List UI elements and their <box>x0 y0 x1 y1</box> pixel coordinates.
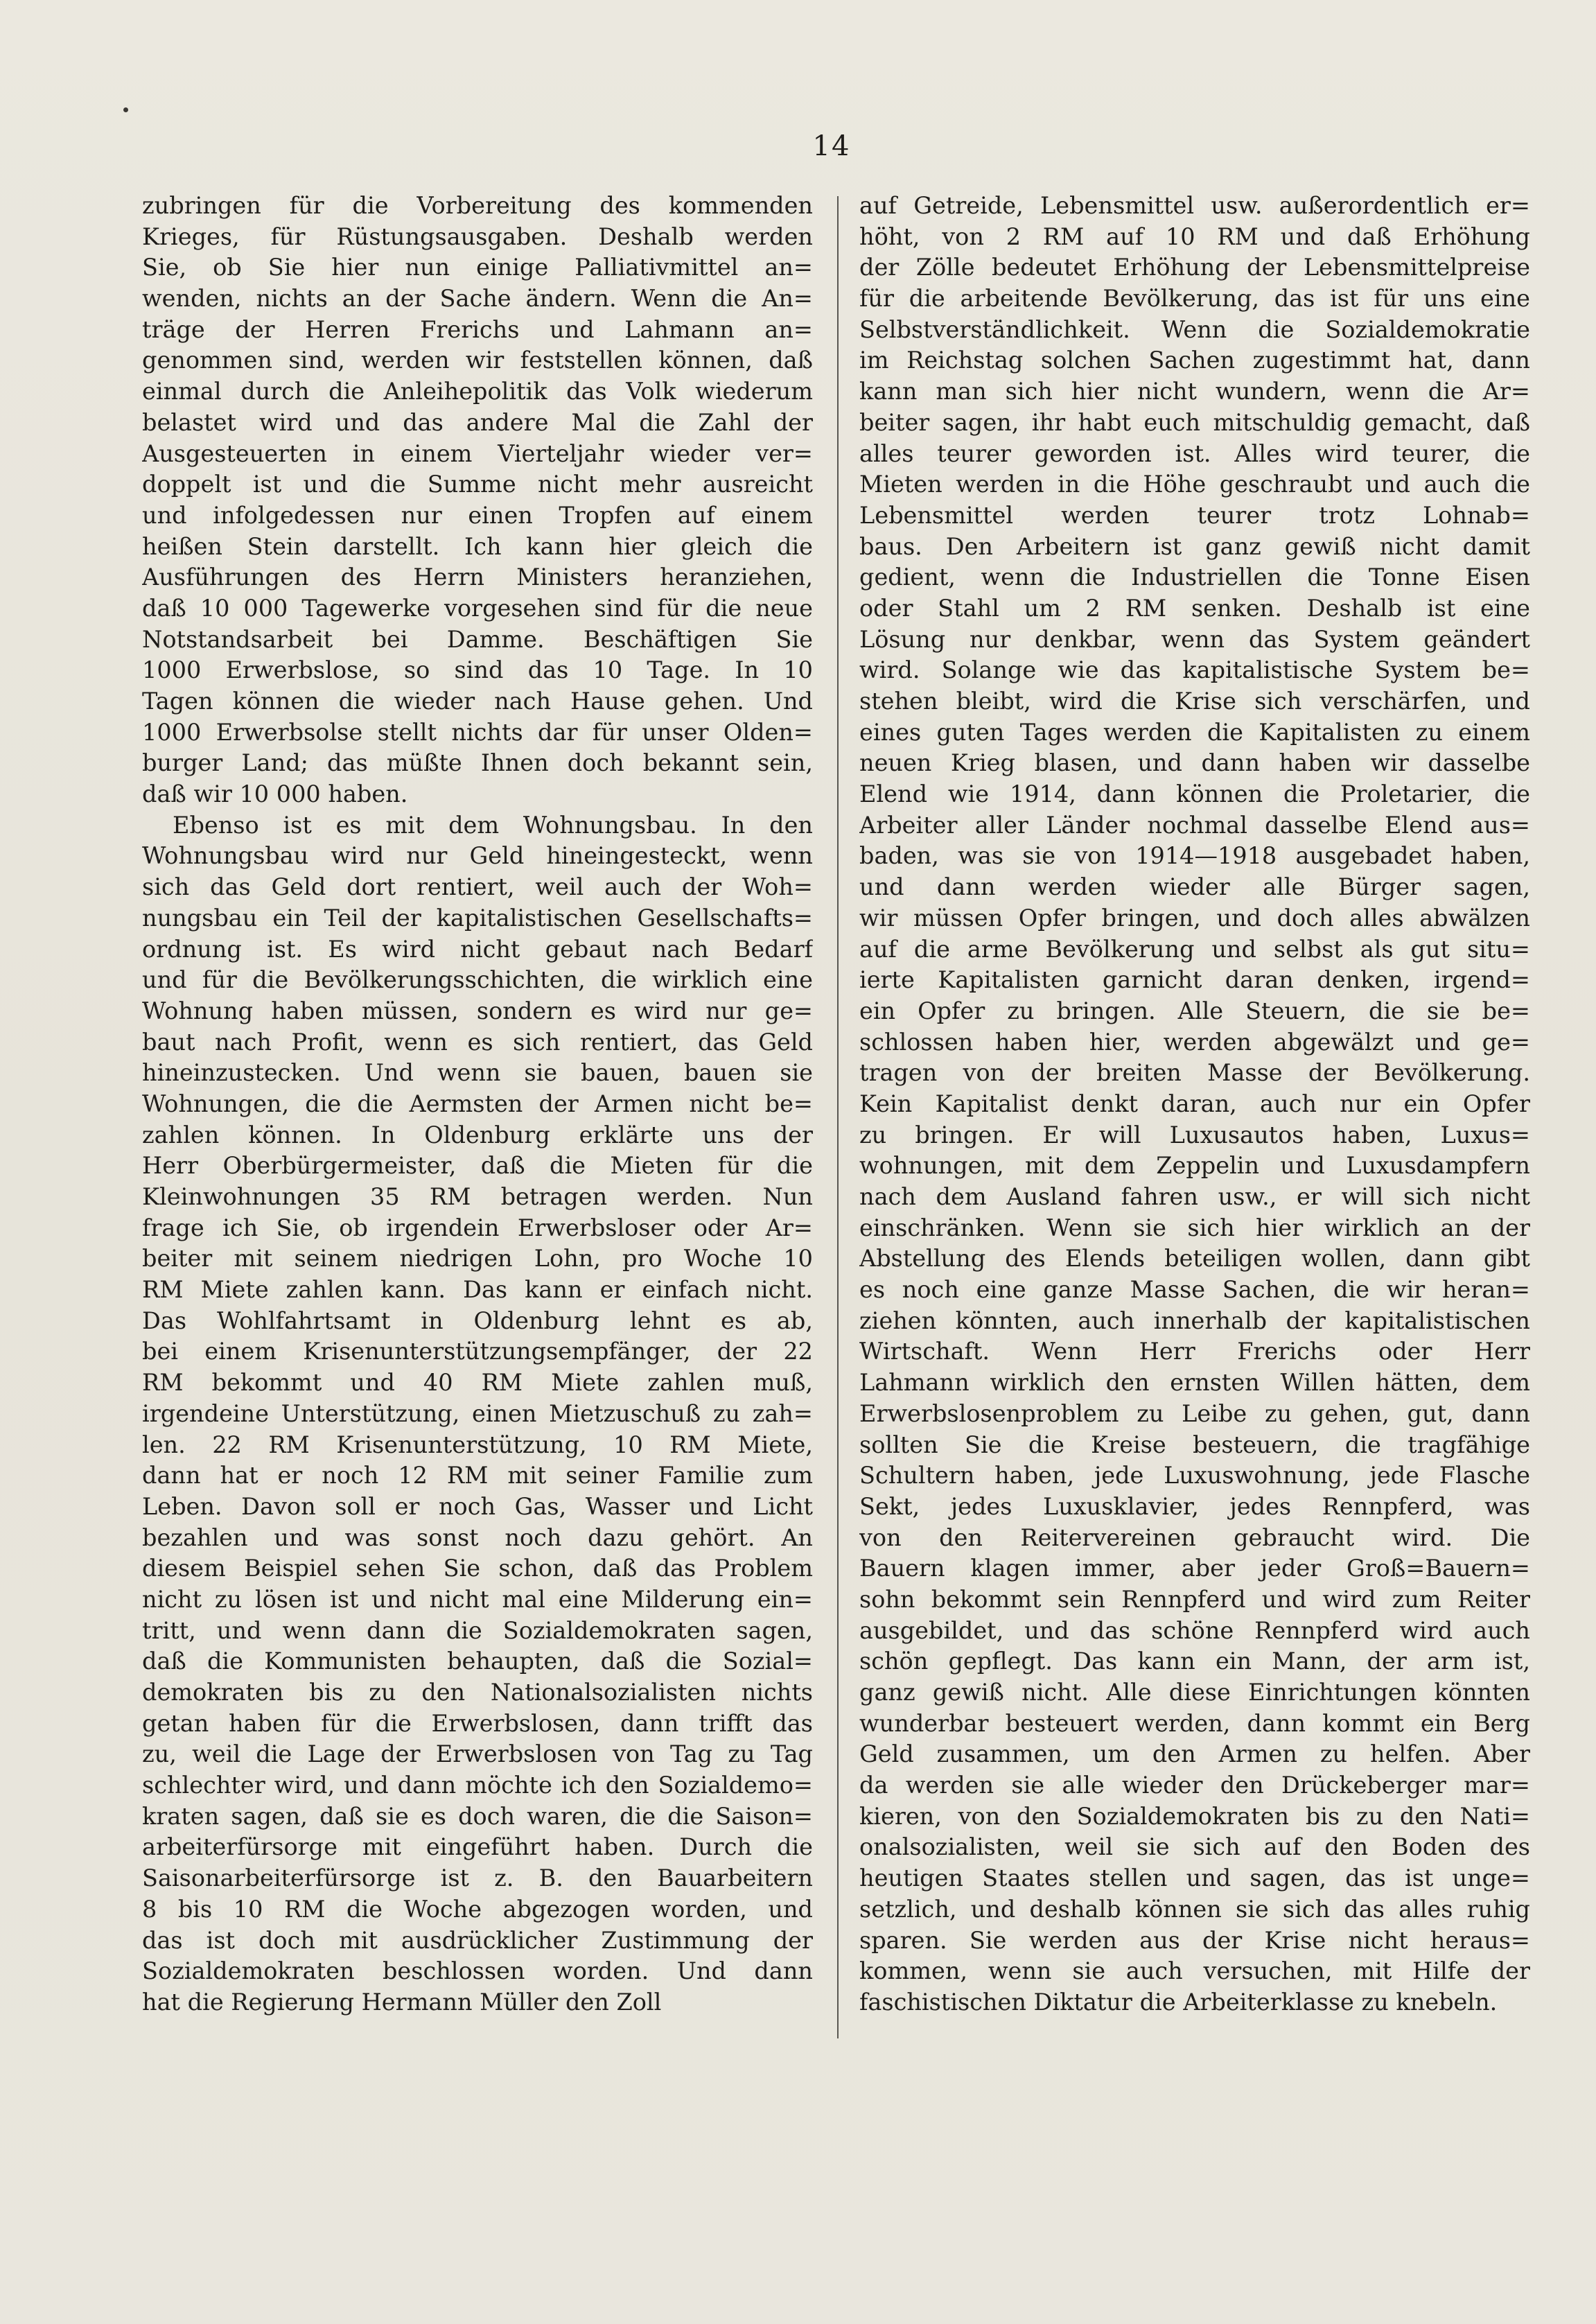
text-line: 1000 Erwerbsolse stellt nichts dar für unser Olden= <box>142 718 813 746</box>
text-line: gedient, wenn die Industriellen die Tonne Eisen <box>859 563 1530 591</box>
text-line: Sie, ob Sie hier nun einige Palliativmittel an= <box>142 254 813 281</box>
text-line: zu bringen. Er will Luxusautos haben, Luxus= <box>859 1121 1530 1148</box>
text-line: RM Miete zahlen kann. Das kann er einfach nicht. <box>142 1276 813 1304</box>
text-line: sollten Sie die Kreise besteuern, die tragfähige <box>859 1431 1530 1458</box>
text-line: 1000 Erwerbslose, so sind das 10 Tage. In 10 <box>142 656 813 684</box>
text-line: und dann werden wieder alle Bürger sagen, <box>859 873 1530 901</box>
text-line: len. 22 RM Krisenunterstützung, 10 RM Miete, <box>142 1431 813 1458</box>
text-line: sparen. Sie werden aus der Krise nicht heraus= <box>859 1926 1530 1954</box>
text-line: zu, weil die Lage der Erwerbslosen von Tag zu Tag <box>142 1740 813 1768</box>
text-line: stehen bleibt, wird die Krise sich verschärfen, und <box>859 688 1530 715</box>
text-line: irgendeine Unterstützung, einen Mietzuschuß zu zah= <box>142 1399 813 1427</box>
text-line: Bauern klagen immer, aber jeder Groß=Bauern= <box>859 1555 1530 1582</box>
text-line: Ausführungen des Herrn Ministers heranziehen, <box>142 563 813 591</box>
text-line: baus. Den Arbeitern ist ganz gewiß nicht damit <box>859 532 1530 560</box>
text-line: faschistischen Diktatur die Arbeiterklasse zu knebeln. <box>859 1988 1498 2016</box>
text-line: tragen von der breiten Masse der Bevölkerung. <box>859 1059 1530 1087</box>
text-line: und für die Bevölkerungsschichten, die wirklich eine <box>142 966 813 994</box>
text-line: Kleinwohnungen 35 RM betragen werden. Nun <box>142 1183 813 1210</box>
text-line: wenden, nichts an der Sache ändern. Wenn die An= <box>142 285 813 313</box>
right-column <box>859 191 1530 2018</box>
text-line: baut nach Profit, wenn es sich rentiert, das Geld <box>142 1028 813 1056</box>
text-line: alles teurer geworden ist. Alles wird teurer, die <box>859 439 1530 467</box>
text-line: Wohnungen, die die Aermsten der Armen nicht be= <box>142 1090 813 1117</box>
text-line: das ist doch mit ausdrücklicher Zustimmung der <box>142 1926 813 1954</box>
text-line: eines guten Tages werden die Kapitalisten zu einem <box>859 718 1530 746</box>
text-line: kommen, wenn sie auch versuchen, mit Hilfe der <box>859 1957 1530 1985</box>
text-line: da werden sie alle wieder den Drückeberger mar= <box>859 1772 1530 1799</box>
text-line: kraten sagen, daß sie es doch waren, die die Saison= <box>142 1802 813 1830</box>
text-line: Elend wie 1914, dann können die Proletarier, die <box>859 780 1530 808</box>
text-line: sohn bekommt sein Rennpferd und wird zum Reiter <box>859 1585 1530 1613</box>
text-line: Schultern haben, jede Luxuswohnung, jede Flasche <box>859 1462 1530 1489</box>
text-line: wird. Solange wie das kapitalistische System be= <box>859 656 1530 684</box>
text-line: onalsozialisten, weil sie sich auf den Boden des <box>859 1833 1530 1861</box>
text-line: Selbstverständlichkeit. Wenn die Sozialdemokratie <box>859 315 1530 343</box>
text-line: belastet wird und das andere Mal die Zahl der <box>142 408 813 436</box>
text-line: Wohnung haben müssen, sondern es wird nur ge= <box>142 997 813 1024</box>
text-line: Arbeiter aller Länder nochmal dasselbe Elend aus= <box>859 811 1530 839</box>
text-line: Abstellung des Elends beteiligen wollen, dann gibt <box>859 1245 1530 1273</box>
text-line: Sekt, jedes Luxusklavier, jedes Rennpferd, was <box>859 1492 1530 1520</box>
text-line: Mieten werden in die Höhe geschraubt und auch die <box>859 471 1530 498</box>
text-line: daß die Kommunisten behaupten, daß die Sozial= <box>142 1648 813 1675</box>
left-column <box>142 191 813 2018</box>
text-line: demokraten bis zu den Nationalsozialisten nichts <box>142 1679 813 1706</box>
text-line: ierte Kapitalisten garnicht daran denken, irgend= <box>859 966 1530 994</box>
text-line: arbeiterfürsorge mit eingeführt haben. Durch die <box>142 1833 813 1861</box>
text-line: sich das Geld dort rentiert, weil auch der Woh= <box>142 873 813 901</box>
text-line: wunderbar besteuert werden, dann kommt ein Berg <box>859 1709 1530 1737</box>
text-line: neuen Krieg blasen, und dann haben wir dasselbe <box>859 749 1530 777</box>
text-line: träge der Herren Frerichs und Lahmann an= <box>142 315 813 343</box>
text-line: kann man sich hier nicht wundern, wenn die Ar= <box>859 378 1530 405</box>
text-line: im Reichstag solchen Sachen zugestimmt hat, dann <box>859 347 1530 374</box>
page-number: 14 <box>812 130 851 162</box>
text-line: getan haben für die Erwerbslosen, dann trifft das <box>142 1709 813 1737</box>
text-line: hat die Regierung Hermann Müller den Zoll <box>142 1988 662 2016</box>
text-line: zubringen für die Vorbereitung des kommenden <box>142 192 813 219</box>
text-line: Lösung nur denkbar, wenn das System geändert <box>859 625 1530 653</box>
column-divider <box>837 196 839 2038</box>
text-line: heutigen Staates stellen und sagen, das ist unge= <box>859 1864 1530 1892</box>
text-line: einschränken. Wenn sie sich hier wirklich an der <box>859 1214 1530 1241</box>
text-line: der Zölle bedeutet Erhöhung der Lebensmittelpreise <box>859 254 1530 281</box>
text-line: für die arbeitende Bevölkerung, das ist für uns eine <box>859 285 1530 313</box>
text-line: Sozialdemokraten beschlossen worden. Und dann <box>142 1957 813 1985</box>
text-line: kieren, von den Sozialdemokraten bis zu den Nati= <box>859 1802 1530 1830</box>
text-line: beiter sagen, ihr habt euch mitschuldig gemacht, daß <box>859 408 1530 436</box>
text-line: einmal durch die Anleihepolitik das Volk wiederum <box>142 378 813 405</box>
text-line: heißen Stein darstellt. Ich kann hier gleich die <box>142 532 813 560</box>
text-line: und infolgedessen nur einen Tropfen auf einem <box>142 501 813 529</box>
text-line: Ausgesteuerten in einem Vierteljahr wieder ver= <box>142 439 813 467</box>
text-line: tritt, und wenn dann die Sozialdemokraten sagen, <box>142 1616 813 1644</box>
text-line: 8 bis 10 RM die Woche abgezogen worden, und <box>142 1895 813 1923</box>
text-line: ausgebildet, und das schöne Rennpferd wird auch <box>859 1616 1530 1644</box>
text-line: beiter mit seinem niedrigen Lohn, pro Woche 10 <box>142 1245 813 1273</box>
text-line: wohnungen, mit dem Zeppelin und Luxusdampfern <box>859 1152 1530 1180</box>
text-line: daß 10 000 Tagewerke vorgesehen sind für die neue <box>142 594 813 622</box>
text-line: schlechter wird, und dann möchte ich den Sozialdemo= <box>142 1772 813 1799</box>
text-line: ganz gewiß nicht. Alle diese Einrichtungen könnten <box>859 1679 1530 1706</box>
text-line: schlossen haben hier, werden abgewälzt und ge= <box>859 1028 1530 1056</box>
text-line: schön gepflegt. Das kann ein Mann, der arm ist, <box>859 1648 1530 1675</box>
text-line: von den Reitervereinen gebraucht wird. Die <box>859 1523 1530 1551</box>
text-line: wir müssen Opfer bringen, und doch alles abwälzen <box>859 904 1530 932</box>
text-line: nungsbau ein Teil der kapitalistischen Gesellschafts= <box>142 904 813 932</box>
text-line: bezahlen und was sonst noch dazu gehört. An <box>142 1523 813 1551</box>
text-line: frage ich Sie, ob irgendein Erwerbsloser oder Ar= <box>142 1214 813 1241</box>
text-line: Wirtschaft. Wenn Herr Frerichs oder Herr <box>859 1338 1530 1365</box>
text-line: Das Wohlfahrtsamt in Oldenburg lehnt es ab, <box>142 1307 813 1334</box>
text-line: Lebensmittel werden teurer trotz Lohnab= <box>859 501 1530 529</box>
text-line: Leben. Davon soll er noch Gas, Wasser und Licht <box>142 1492 813 1520</box>
text-line: Ebenso ist es mit dem Wohnungsbau. In den <box>173 811 813 839</box>
text-line: Wohnungsbau wird nur Geld hineingesteckt, wenn <box>142 842 813 870</box>
text-line: baden, was sie von 1914—1918 ausgebadet haben, <box>859 842 1530 870</box>
text-line: höht, von 2 RM auf 10 RM und daß Erhöhung <box>859 222 1530 250</box>
text-line: dann hat er noch 12 RM mit seiner Familie zum <box>142 1462 813 1489</box>
text-line: ordnung ist. Es wird nicht gebaut nach Bedarf <box>142 935 813 963</box>
text-line: daß wir 10 000 haben. <box>142 780 408 808</box>
text-line: Saisonarbeiterfürsorge ist z. B. den Bauarbeitern <box>142 1864 813 1892</box>
text-line: es noch eine ganze Masse Sachen, die wir heran= <box>859 1276 1530 1304</box>
text-line: diesem Beispiel sehen Sie schon, daß das Problem <box>142 1555 813 1582</box>
text-line: Tagen können die wieder nach Hause gehen. Und <box>142 688 813 715</box>
text-line: Lahmann wirklich den ernsten Willen hätten, dem <box>859 1369 1530 1397</box>
text-line: burger Land; das müßte Ihnen doch bekannt sein, <box>142 749 813 777</box>
text-line: Herr Oberbürgermeister, daß die Mieten für die <box>142 1152 813 1180</box>
text-line: auf Getreide, Lebensmittel usw. außerordentlich er= <box>859 192 1530 219</box>
text-line: RM bekommt und 40 RM Miete zahlen muß, <box>142 1369 813 1397</box>
text-line: Kein Kapitalist denkt daran, auch nur ein Opfer <box>859 1090 1530 1117</box>
text-line: ziehen könnten, auch innerhalb der kapitalistischen <box>859 1307 1530 1334</box>
text-line: bei einem Krisenunterstützungsempfänger, der 22 <box>142 1338 813 1365</box>
text-line: genommen sind, werden wir feststellen können, daß <box>142 347 813 374</box>
text-line: hineinzustecken. Und wenn sie bauen, bauen sie <box>142 1059 813 1087</box>
text-line: auf die arme Bevölkerung und selbst als gut situ= <box>859 935 1530 963</box>
text-line: oder Stahl um 2 RM senken. Deshalb ist eine <box>859 594 1530 622</box>
text-line: Krieges, für Rüstungsausgaben. Deshalb werden <box>142 222 813 250</box>
text-line: zahlen können. In Oldenburg erklärte uns der <box>142 1121 813 1148</box>
text-line: doppelt ist und die Summe nicht mehr ausreicht <box>142 471 813 498</box>
text-line: Erwerbslosenproblem zu Leibe zu gehen, gut, dann <box>859 1399 1530 1427</box>
text-line: Notstandsarbeit bei Damme. Beschäftigen Sie <box>142 625 813 653</box>
text-line: ein Opfer zu bringen. Alle Steuern, die sie be= <box>859 997 1530 1024</box>
text-line: nicht zu lösen ist und nicht mal eine Milderung ein= <box>142 1585 813 1613</box>
ink-speck <box>123 107 128 112</box>
text-line: Geld zusammen, um den Armen zu helfen. Aber <box>859 1740 1530 1768</box>
text-line: setzlich, und deshalb können sie sich das alles ruhig <box>859 1895 1530 1923</box>
text-line: nach dem Ausland fahren usw., er will sich nicht <box>859 1183 1530 1210</box>
